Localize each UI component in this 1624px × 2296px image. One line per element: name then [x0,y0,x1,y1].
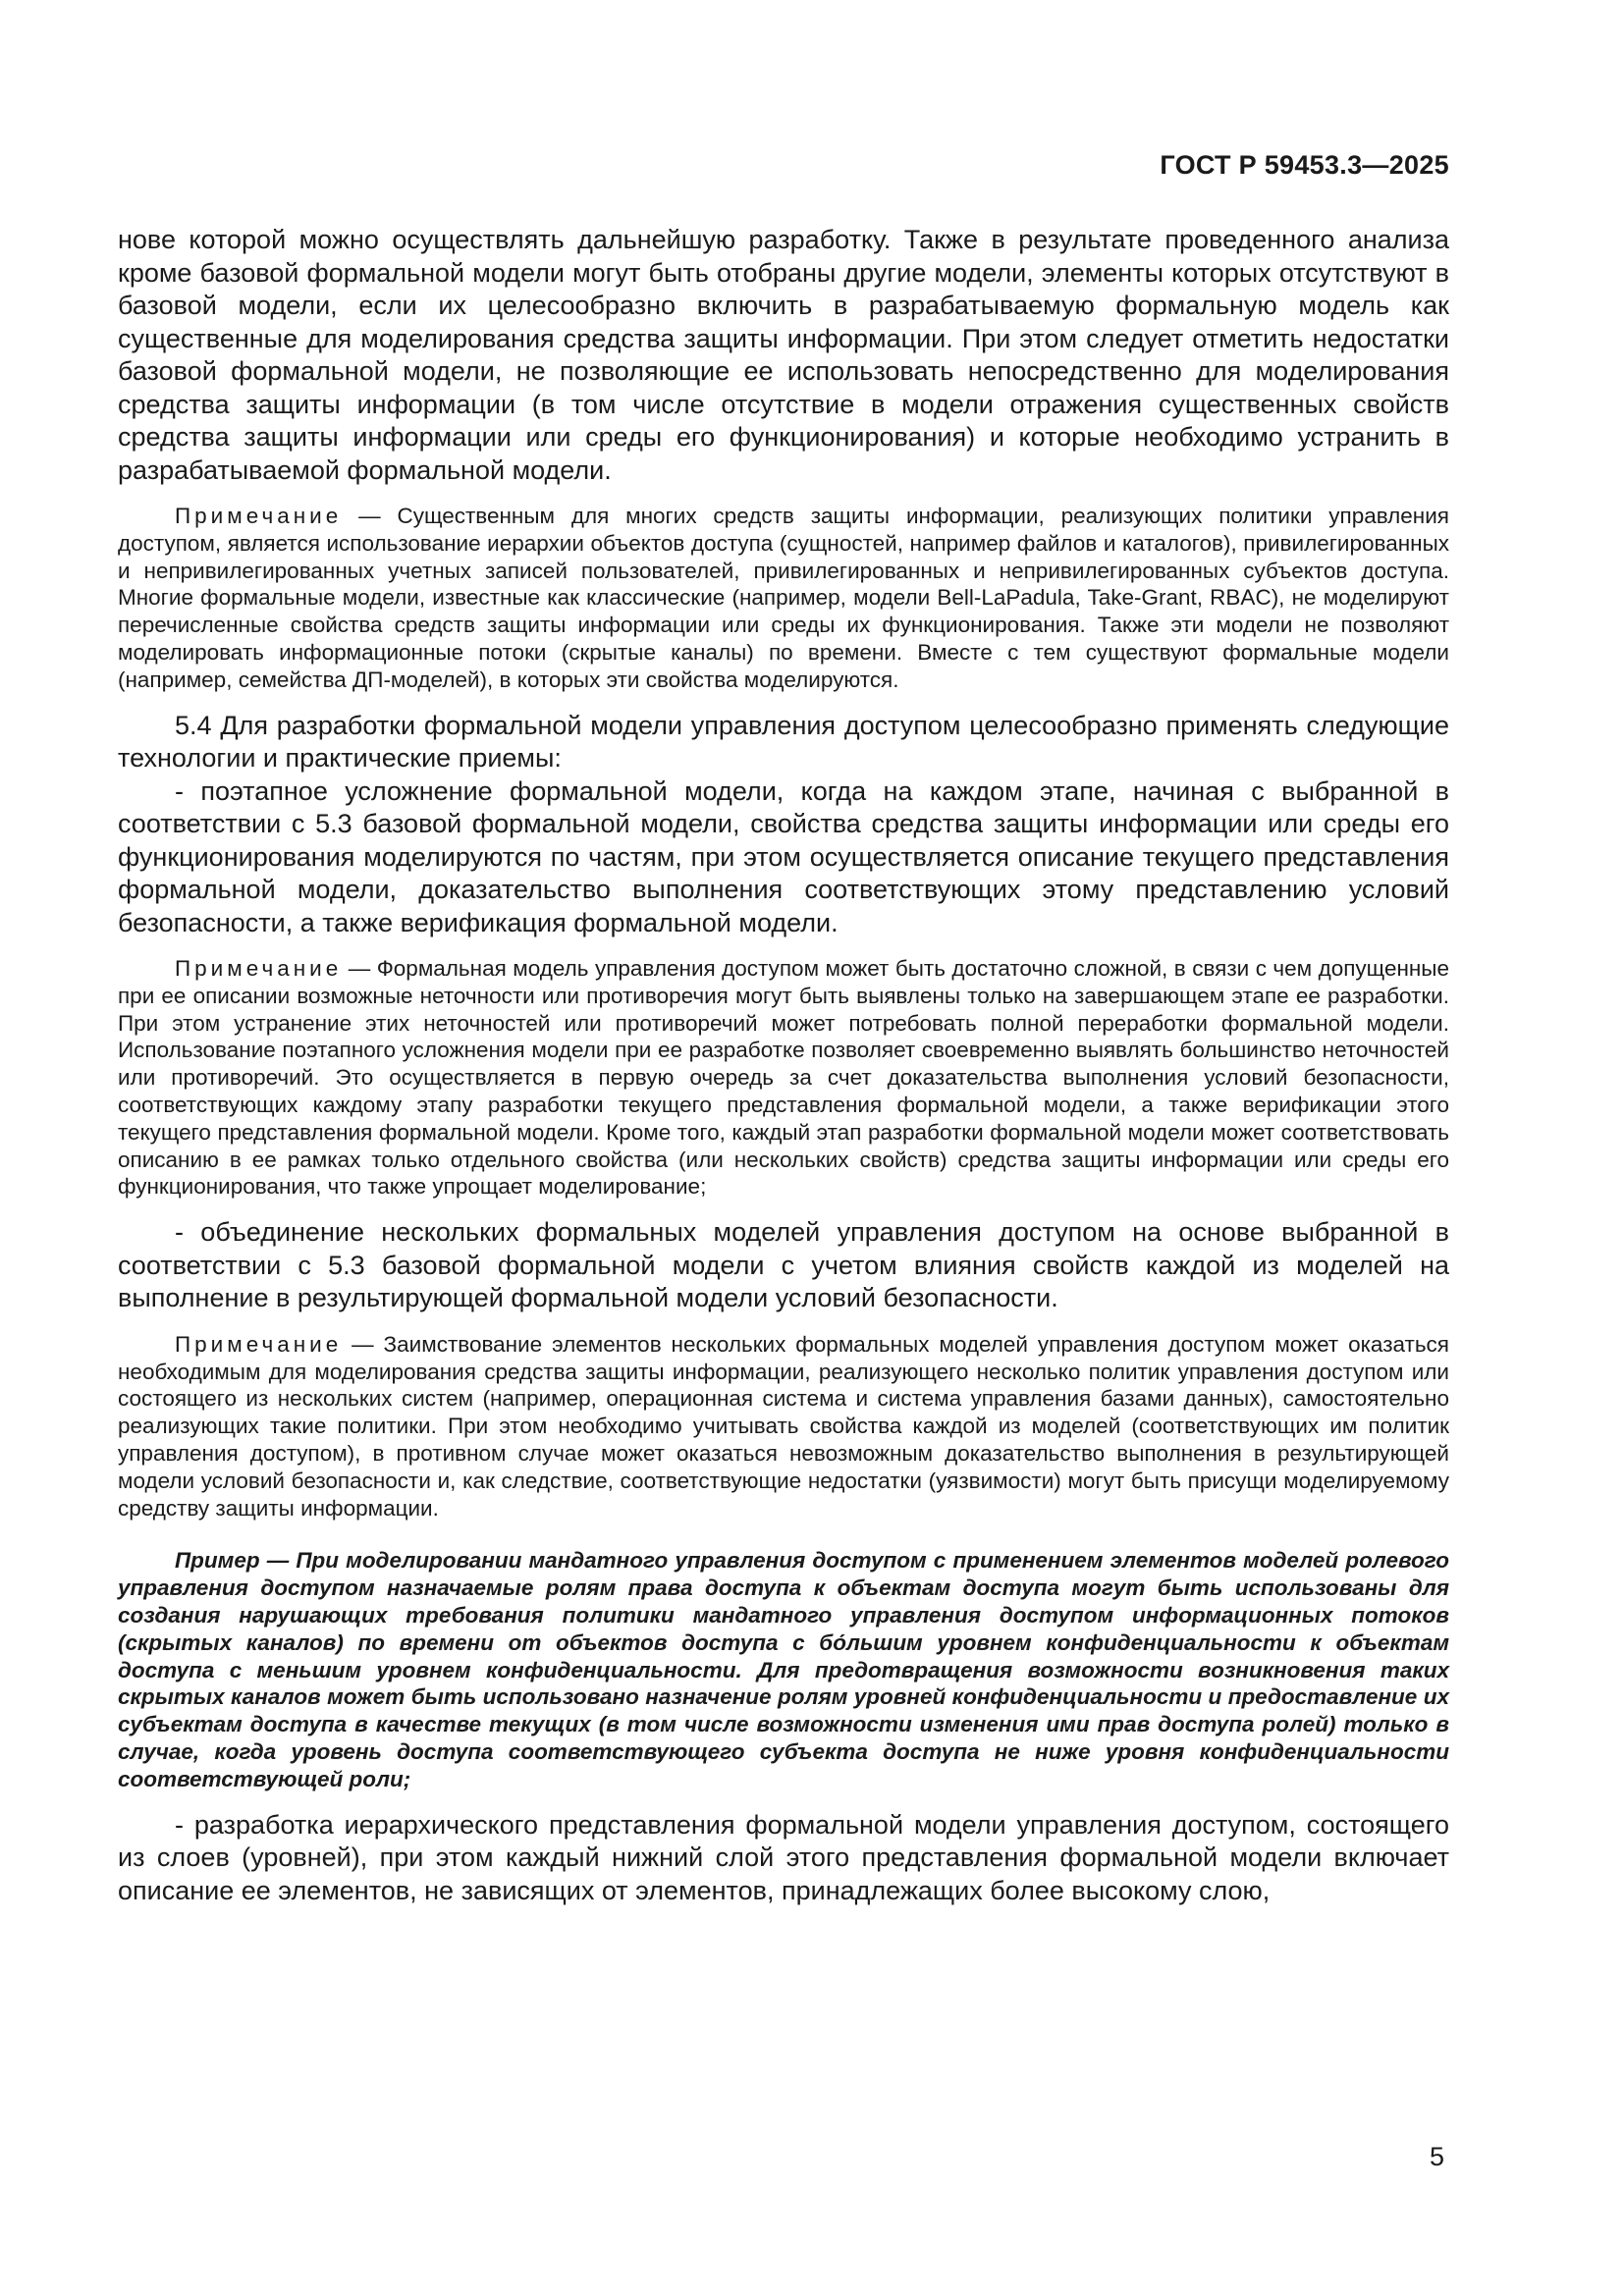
page-number: 5 [1429,2142,1444,2171]
list-item-model-combination: - объединение нескольких формальных моделей управления доступом на основе выбранной в соответствии с 5.3 базовой формальной модели с учетом влияния свойств каждой из моделей на выполнение в результирующей формальной модели условий безопасности. [118,1217,1449,1313]
paragraph-continuation: нове которой можно осуществлять дальнейшую разработку. Также в результате проведенного анализа кроме базовой формальной модели могут быть отобраны другие модели, элементы которых отсутствуют в базовой модели, если их целесообразно включить в разрабатываемую формальную модель как существенные для моделирования средства защиты информации. При этом следует отметить недостатки базовой формальной модели, не позволяющие ее использовать непосредственно для моделирования средства защиты информации (в том числе отсутствие в модели отражения существенных свойств средства защиты информации или среды его функционирования) и которые необходимо устранить в разрабатываемой формальной модели. [118,225,1449,485]
list-item-hierarchical-representation: - разработка иерархического представления формальной модели управления доступом, состоящего из слоев (уровней), при этом каждый нижний слой этого представления формальной модели включает описание ее элементов, не зависящих от элементов, принадлежащих более высокому слою, [118,1809,1449,1905]
note-text: — Формальная модель управления доступом может быть достаточно сложной, в связи с чем допущенные при ее описании возможные неточности или противоречия могут быть выявлены только на завершающем этапе ее разработки. При этом устранение этих неточностей или противоречий может потребовать полной переработки формальной модели. Использование поэтапного усложнения модели при ее разработке позволяет своевременно выявлять большинство неточностей или противоречий. Это осуществляется в первую очередь за счет доказательства выполнения условий безопасности, соответствующих каждому этапу разработки текущего представления формальной модели, а также верификации этого текущего представления формальной модели. Кроме того, каждый этап разработки формальной модели может соответствовать описанию в ее рамках только отдельного свойства (или нескольких свойств) средства защиты информации или среды его функционирования, что также упрощает моделирование; [118,956,1449,1200]
example-paragraph: Пример — При моделировании мандатного управления доступом с применением элементов моделей ролевого управления доступом назначаемые ролям права доступа к объектам доступа могут быть использованы для создания нарушающих требования политики мандатного управления доступом информационных потоков (скрытых каналов) по времени от объектов доступа с бо́льшим уровнем конфиденциальности к объектам доступа с меньшим уровнем конфиденциальности. Для предотвращения возможности возникновения таких скрытых каналов может быть использовано назначение ролям уровней конфиденциальности и предоставление их субъектам доступа в качестве текущих (в том числе возможности изменения ими прав доступа ролей) только в случае, когда уровень доступа соответствующего субъекта доступа не ниже уровня конфиденциальности соответствующей роли; [118,1548,1449,1791]
standard-code-header: ГОСТ Р 59453.3—2025 [1160,150,1449,180]
note-paragraph-2 [118,955,1449,1201]
note-paragraph-3 [118,1331,1449,1522]
page-content [118,224,1449,1907]
note-label: Примечание [175,504,343,528]
paragraph-5-4: 5.4 Для разработки формальной модели управления доступом целесообразно применять следующие технологии и практические приемы: [118,710,1449,774]
list-item-stepwise-complication: - поэтапное усложнение формальной модели, когда на каждом этапе, начиная с выбранной в соответствии с 5.3 базовой формальной модели, свойства средства защиты информации или среды его функционирования моделируются по частям, при этом осуществляется описание текущего представления формальной модели, доказательство выполнения соответствующих этому представлению условий безопасности, а также верификация формальной модели. [118,775,1449,937]
note-text: — Заимствование элементов нескольких формальных моделей управления доступом может оказаться необходимым для моделирования средства защиты информации, реализующего несколько политик управления доступом или состоящего из нескольких систем (например, операционная система и система управления базами данных), самостоятельно реализующих такие политики. При этом необходимо учитывать свойства каждой из моделей (соответствующих им политик управления доступом), в противном случае может оказаться невозможным доказательство выполнения в результирующей модели условий безопасности и, как следствие, соответствующие недостатки (уязвимости) могут быть присущи моделируемому средству защиты информации. [118,1331,1449,1521]
note-label: Примечание [175,1331,343,1357]
note-paragraph-1 [118,503,1449,694]
note-text: — Существенным для многих средств защиты информации, реализующих политики управления доступом, является использование иерархии объектов доступа (сущностей, например файлов и каталогов), привилегированных и непривилегированных учетных записей пользователей, привилегированных и непривилегированных субъектов доступа. Многие формальные модели, известные как классические (например, модели Bell-LaPadula, Take-Grant, RBAC), не моделируют перечисленные свойства средств защиты информации или среды их функционирования. Также эти модели не позволяют моделировать информационные потоки (скрытые каналы) по времени. Вместе с тем существуют формальные модели (например, семейства ДП-моделей), в которых эти свойства моделируются. [118,504,1449,692]
note-label: Примечание [175,956,343,982]
